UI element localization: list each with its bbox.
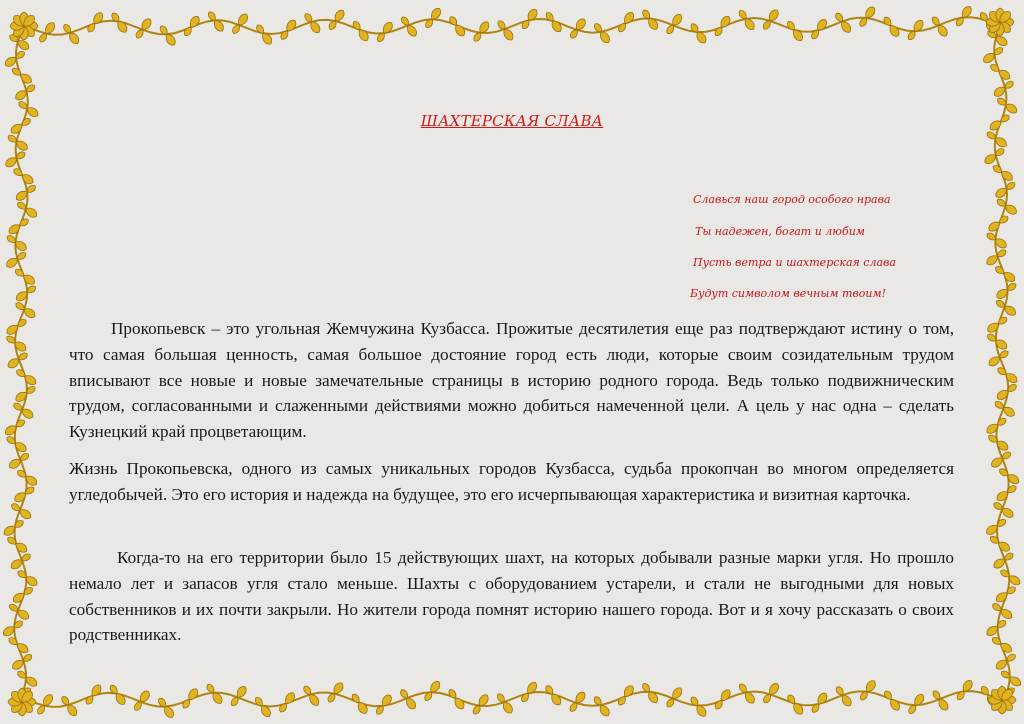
page-title: ШАХТЕРСКАЯ СЛАВА — [420, 112, 604, 130]
paragraph-2: Жизнь Прокопьевска, одного из самых уникальных городов Кузбасса, судьба прокопчан во многом определяется угледобычей. Это его история и надежда на будущее, это его исчерпывающая характеристика и визитная карточка. — [69, 459, 954, 504]
poem-line-2: Ты надежен, богат и любим — [695, 225, 865, 238]
paragraph-3: Когда-то на его территории было 15 действующих шахт, на которых добывали разные марки угля. Но прошло немало лет и запасов угля стало меньше. Шахты с оборудованием устарели, и стали не выгодными для новых собственников и их почти закрыли. Но жители города помнят историю нашего города. Вот и я хочу рассказать о своих родственниках. — [69, 548, 954, 645]
paragraph-1: Прокопьевск – это угольная Жемчужина Кузбасса. Прожитые десятилетия еще раз подтверждают истину о том, что самая большая ценность, самая большое достояние город есть люди, которые своим созидательным трудом вписывают все новые и новые замечательные страницы в историю родного города. Ведь только подвижническим трудом, согласованными и слаженными действиями можно добиться намеченной цели. А цель у нас одна – сделать Кузнецкий край процветающим. — [69, 319, 954, 442]
poem-line-1: Славься наш город особого нрава — [693, 193, 891, 206]
poem-line-3: Пусть ветра и шахтерская слава — [693, 256, 896, 269]
poem-line-4: Будут символом вечным твоим! — [690, 287, 887, 300]
